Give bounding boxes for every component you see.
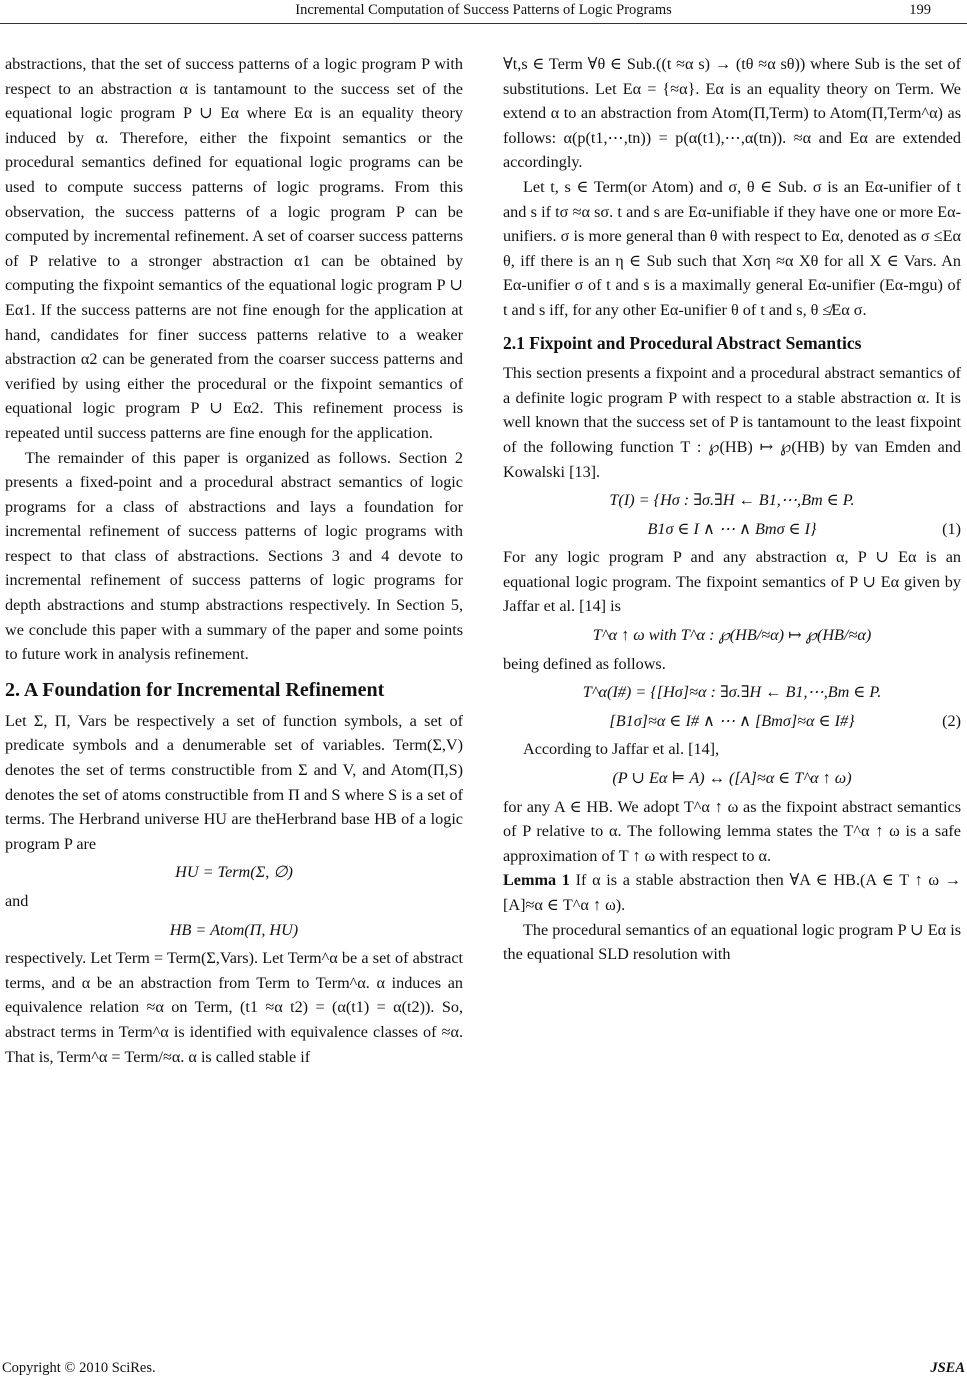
equation-t-alpha: T^α ↑ ω with T^α : ℘(HB/≈α) ↦ ℘(HB/≈α) [592, 626, 872, 645]
paragraph: Let Σ, Π, Vars be respectively a set of function symbols, a set of predicate symbols and a denumerable set of variables. Term(Σ,V) denotes the set of terms constructible from Σ and V, and Atom(Π,S) denotes the set of atoms constructible from Π and S where S is a set of terms. The Herbrand universe HU are theHerbrand base HB of a logic program P are [5, 711, 463, 853]
paragraph: This section presents a fixpoint and a procedural abstract semantics of a definite logic program P with respect to a stable abstraction α. It is well known that the success set of P is tantamount to the least fixpoint of the following function T : ℘(HB) ↦ ℘(HB) by van Emden and Kowalski [13]. [503, 364, 961, 481]
paragraph: being defined as follows. [503, 654, 666, 673]
equation-1-text: B1σ ∈ I ∧ ⋯ ∧ Bmσ ∈ I} [647, 519, 817, 538]
running-title: Incremental Computation of Success Patterns of Logic Programs [295, 2, 672, 18]
subsection-heading: 2.1 Fixpoint and Procedural Abstract Semantics [503, 332, 862, 353]
paragraph: Let t, s ∈ Term(or Atom) and σ, θ ∈ Sub. σ is an Eα-unifier of t and s if tσ ≈α sσ. t and s are Eα-unifiable if they have one or more Eα-unifiers. σ is more general than θ with respect to Eα, denoted as σ ≤Eα θ, iff there is an η ∈ Sub such that Xση ≈α Xθ for all X ∈ Vars. An Eα-unifier σ of t and s is a maximally general Eα-unifier (Eα-mgu) of t and s iff, for any other Eα-unifier θ of t and s, θ ≰Eα σ. [503, 177, 961, 319]
equation-1-line-1: T(I) = {Hσ : ∃σ.∃H ← B1,⋯,Bm ∈ P. [609, 491, 855, 510]
lemma-label: Lemma 1 [503, 871, 570, 890]
page-number: 199 [909, 2, 931, 18]
lemma [503, 868, 961, 917]
copyright: Copyright © 2010 SciRes. [2, 1360, 156, 1376]
equation-1-line-2 [503, 517, 961, 542]
section-heading: 2. A Foundation for Incremental Refinement [5, 678, 385, 701]
paragraph: The remainder of this paper is organized as follows. Section 2 presents a fixed-point and a procedural abstract semantics of logic programs for a class of abstractions and lays a foundation for incremental refinement of success patterns of logic programs with respect to that class of abstractions. Sections 3 and 4 devote to incremental refinement of success patterns of logic programs for depth abstractions and stump abstractions respectively. In Section 5, we conclude this paper with a summary of the paper and some points to future work in analysis refinement. [5, 448, 463, 664]
page-header [0, 0, 967, 26]
lemma-text: If α is a stable abstraction then ∀A ∈ HB.(A ∈ T ↑ ω → [A]≈α ∈ T^α ↑ ω). [503, 871, 961, 914]
equation-2-line-2 [503, 709, 961, 734]
paragraph: The procedural semantics of an equational logic program P ∪ Eα is the equational SLD resolution with [503, 920, 961, 964]
equation-number: (1) [942, 519, 961, 538]
paragraph: ∀t,s ∈ Term ∀θ ∈ Sub.((t ≈α s) → (tθ ≈α sθ)) where Sub is the set of substitutions. Let Eα = {≈α}. Eα is an equality theory on Term. We extend α to an abstraction from Atom(Π,Term) to Atom(Π,Term^α) as follows: α(p(t1,⋯,tn)) = p(α(t1),⋯,α(tn)). ≈α and Eα are extended accordingly. [503, 55, 961, 172]
paragraph: respectively. Let Term = Term(Σ,Vars). Let Term^α be a set of abstract terms, and α be an abstraction from Term to Term^α. α induces an equivalence relation ≈α on Term, (t1 ≈α t2) = (α(t1) = α(t2)). So, abstract terms in Term^α is identified with equivalence classes of ≈α. That is, Term^α = Term/≈α. α is called stable if [5, 949, 463, 1066]
paragraph: for any A ∈ HB. We adopt T^α ↑ ω as the fixpoint abstract semantics of P relative to α. The following lemma states the T^α ↑ ω is a safe approximation of T ↑ ω with respect to α. [503, 797, 961, 865]
paragraph: and [5, 892, 29, 910]
right-column [503, 52, 961, 967]
equation-number: (2) [942, 711, 961, 730]
left-column [5, 52, 463, 1069]
paragraph: abstractions, that the set of success patterns of a logic program P with respect to an abstraction α is tantamount to the success set of the equational logic program P ∪ Eα where Eα is an equality theory induced by α. Therefore, either the fixpoint semantics or the procedural semantics defined for equational logic programs can be used to compute success patterns of logic programs. From this observation, the success patterns of a logic program P can be computed by incremental refinement. A set of coarser success patterns of P relative to a stronger abstraction α1 can be obtained by computing the fixpoint semantics of the equational logic program P ∪ Eα1. If the success patterns are not fine enough for the application at hand, candidates for finer success patterns relative to a weaker abstraction α2 can be generated from the coarser success patterns and verified by using either the procedural or the fixpoint semantics of equational logic program P ∪ Eα2. This refinement process is repeated until success patterns are fine enough for the application. [5, 55, 463, 442]
equation-jaffar: (P ∪ Eα ⊨ A) ↔ ([A]≈α ∈ T^α ↑ ω) [612, 769, 852, 788]
equation-2-text: [B1σ]≈α ∈ I# ∧ ⋯ ∧ [Bmσ]≈α ∈ I#} [609, 711, 855, 730]
paragraph: For any logic program P and any abstraction α, P ∪ Eα is an equational logic program. The fixpoint semantics of P ∪ Eα given by Jaffar et al. [14] is [503, 548, 961, 616]
equation-2-line-1: T^α(I#) = {[Hσ]≈α : ∃σ.∃H ← B1,⋯,Bm ∈ P. [582, 683, 882, 702]
equation-hb: HB = Atom(Π, HU) [169, 920, 299, 939]
equation-hu: HU = Term(Σ, ∅) [175, 863, 293, 882]
paragraph: According to Jaffar et al. [14], [523, 740, 720, 759]
header-rule [0, 23, 967, 24]
journal-name: JSEA [930, 1360, 965, 1376]
